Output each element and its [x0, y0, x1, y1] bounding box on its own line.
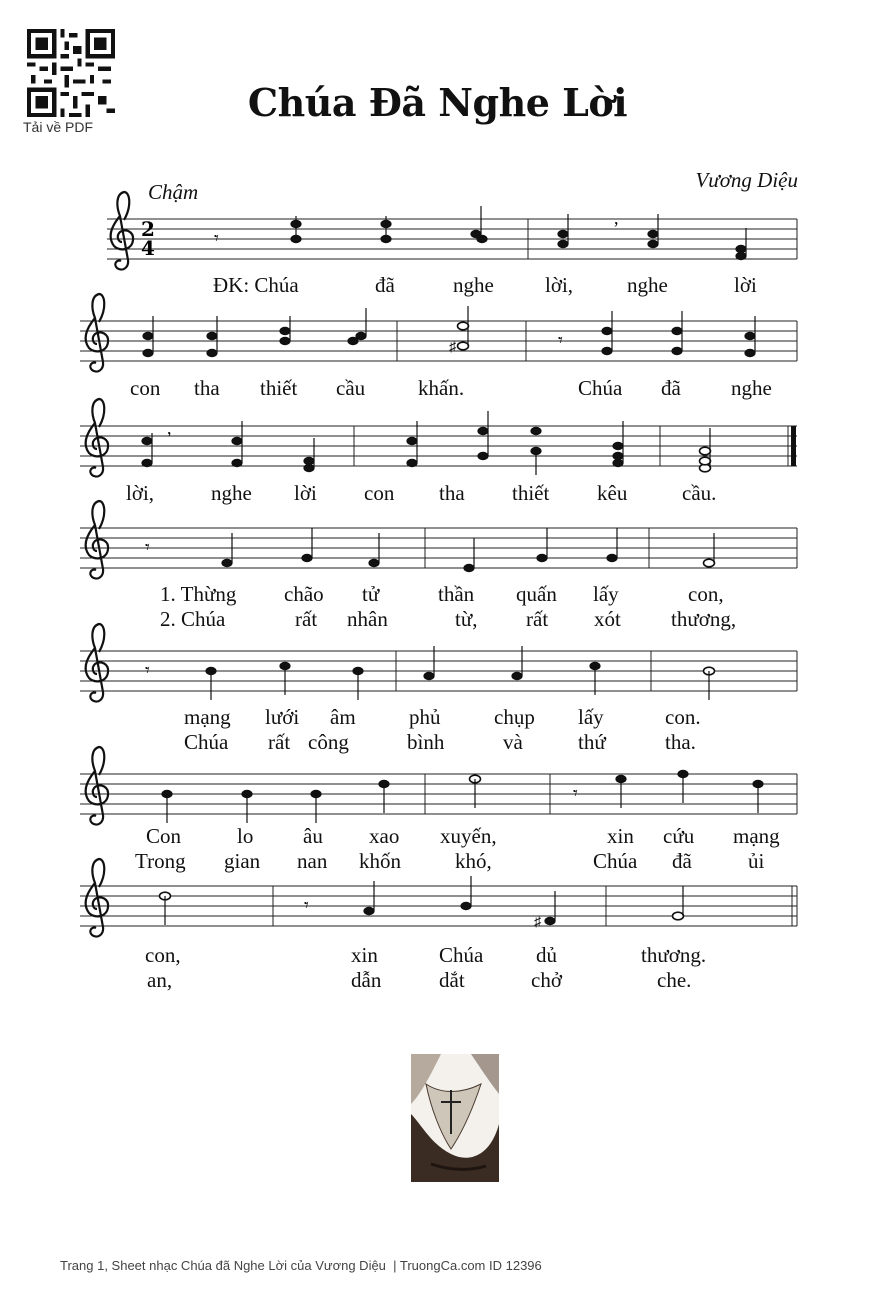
page-footer: Trang 1, Sheet nhạc Chúa đã Nghe Lời của Vương Diệu | TruongCa.com ID 12396 — [60, 1258, 542, 1273]
lyrics-line-7-verse-2: an, dẫn dắt chở che. — [147, 968, 692, 992]
lyrics-line-7-verse-1: con, xin Chúa dủ thương. — [145, 943, 707, 967]
lyrics-line-3: lời, nghe lời con tha thiết kêu cầu. — [126, 481, 717, 505]
lyrics-line-4-verse-1: 1. Thừng chão tử thần quấn lấy con, — [160, 582, 724, 606]
lyrics-line-1: ĐK: Chúa đã nghe lời, nghe lời — [213, 273, 757, 297]
svg-text:,: , — [167, 418, 172, 438]
lyrics-line-4-verse-2: 2. Chúa rất nhân từ, rất xót thương, — [160, 607, 737, 631]
tempo-marking: Chậm — [148, 180, 199, 204]
treble-clef-icon — [86, 294, 108, 372]
svg-text:♯: ♯ — [534, 915, 541, 930]
treble-clef-icon — [86, 399, 108, 477]
treble-clef-icon — [86, 747, 108, 825]
staff-system-1 — [107, 192, 797, 270]
eighth-rest: 𝄾 — [304, 895, 309, 915]
eighth-rest: 𝄾 — [573, 783, 578, 803]
lyrics-line-6-verse-1: Con lo âu xao xuyến, xin cứu mạng — [146, 824, 780, 848]
staff-system-2 — [80, 294, 797, 372]
eighth-rest: 𝄾 — [145, 537, 150, 557]
cross-illustration-image — [411, 1054, 499, 1182]
lyrics-line-6-verse-2: Trong gian nan khốn khó, Chúa đã ủi — [135, 849, 765, 873]
lyrics-line-5-verse-1: mạng lưới âm phủ chụp lấy con. — [184, 705, 701, 729]
eighth-rest: 𝄾 — [214, 228, 219, 248]
staff-system-5 — [80, 624, 797, 702]
staff-system-3 — [80, 399, 797, 477]
time-signature-bottom: 4 — [141, 236, 155, 260]
treble-clef-icon — [86, 501, 108, 579]
time-signature-top: 2 — [141, 217, 155, 241]
qr-caption[interactable]: Tải về PDF — [23, 119, 94, 135]
treble-clef-icon — [111, 192, 133, 270]
staff-system-6 — [80, 747, 797, 825]
composer-name: Vương Diệu — [695, 168, 798, 192]
staff-system-4 — [80, 501, 797, 579]
treble-clef-icon — [86, 859, 108, 937]
eighth-rest: 𝄾 — [558, 330, 563, 350]
eighth-rest: 𝄾 — [145, 660, 150, 680]
song-title: Chúa Đã Nghe Lời — [247, 80, 628, 125]
svg-text:♯: ♯ — [449, 340, 456, 355]
lyrics-line-2: con tha thiết cầu khấn. Chúa đã nghe — [130, 376, 772, 400]
svg-text:,: , — [614, 208, 619, 228]
treble-clef-icon — [86, 624, 108, 702]
lyrics-line-5-verse-2: Chúa rất công bình và thứ tha. — [184, 730, 696, 754]
